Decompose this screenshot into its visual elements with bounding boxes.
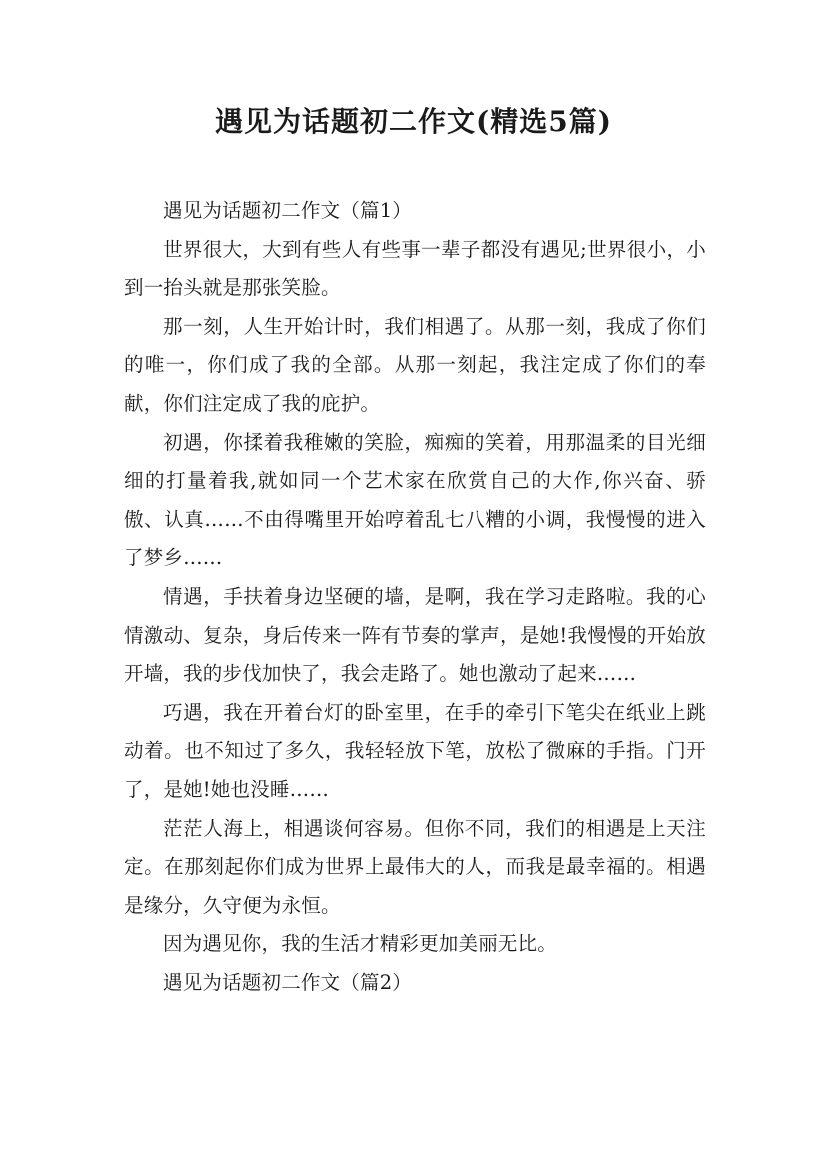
paragraph: 世界很大，大到有些人有些事一辈子都没有遇见;世界很小，小到一抬头就是那张笑脸。	[124, 237, 706, 300]
section-heading-1: 遇见为话题初二作文（篇1）	[163, 199, 413, 222]
paragraph: 茫茫人海上，相遇谈何容易。但你不同，我们的相遇是上天注定。在那刻起你们成为世界上最伟大的人，而我是最幸福的。相遇是缘分，久守便为永恒。	[124, 816, 706, 917]
paragraph: 因为遇见你，我的生活才精彩更加美丽无比。	[163, 932, 558, 956]
paragraph: 那一刻，人生开始计时，我们相遇了。从那一刻，我成了你们的唯一，你们成了我的全部。从那一刻起，我注定成了你们的奉献，你们注定成了我的庇护。	[124, 314, 706, 415]
paragraph: 情遇，手扶着身边坚硬的墙，是啊，我在学习走路啦。我的心情激动、复杂，身后传来一阵有节奏的掌声，是她!我慢慢的开始放开墙，我的步伐加快了，我会走路了。她也激动了起来……	[124, 584, 706, 686]
section-heading-2: 遇见为话题初二作文（篇2）	[163, 970, 413, 994]
paragraph: 初遇，你揉着我稚嫩的笑脸，痴痴的笑着，用那温柔的目光细细的打量着我,就如同一个艺术家在欣赏自己的大作,你兴奋、骄傲、认真……不由得嘴里开始哼着乱七八糟的小调，我慢慢的进入了梦乡……	[124, 430, 706, 570]
document-body	[124, 192, 706, 1002]
paragraph: 巧遇，我在开着台灯的卧室里，在手的牵引下笔尖在纸业上跳动着。也不知过了多久，我轻轻放下笔，放松了微麻的手指。门开了，是她!她也没睡……	[124, 700, 706, 801]
document-title: 遇见为话题初二作文(精选5篇)	[215, 105, 612, 138]
